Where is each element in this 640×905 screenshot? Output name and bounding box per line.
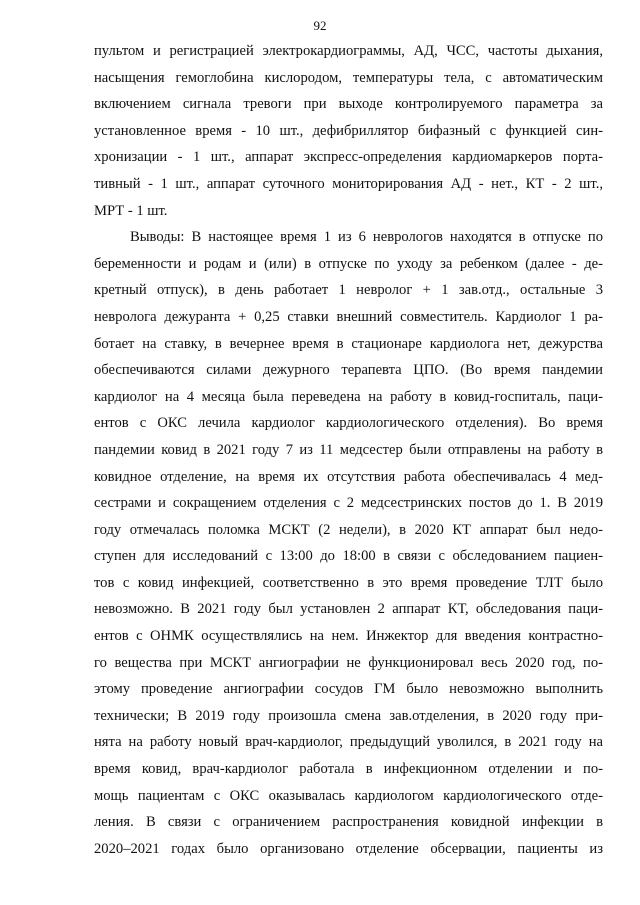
text-line: ления. В связи с ограничением распространения ковидной инфекции в: [94, 814, 603, 831]
text-line: пультом и регистрацией электрокардиограммы, АД, ЧСС, частоты дыхания,: [94, 43, 603, 59]
text-line: сестрами и сокращением отделения с 2 медсестринских постов до 1. В 2019: [94, 495, 603, 512]
text-line: кретный отпуск), в день работает 1 невролог + 1 зав.отд., остальные 3: [94, 282, 603, 299]
text-line: технически; В 2019 году произошла смена зав.отделения, в 2020 году при-: [94, 707, 603, 724]
text-line: невролога дежуранта + 0,25 ставки внешний совместитель. Кардиолог 1 ра-: [94, 308, 603, 325]
text-line: обеспечиваются силами дежурного терапевта ЦПО. (Во время пандемии: [94, 362, 603, 379]
text-line: 2020–2021 годах было организовано отделение обсервации, пациенты из: [94, 840, 603, 857]
text-line: ботает на ставку, в вечернее время в стационаре кардиолога нет, дежурства: [94, 335, 603, 352]
body-text: [94, 38, 603, 862]
text-line: насыщения гемоглобина кислородом, температуры тела, с автоматическим: [94, 69, 603, 86]
text-line: тов с ковид инфекцией, соответственно в это время проведение ТЛТ было: [94, 574, 603, 591]
text-line: ентов с ОНМК осуществлялись на нем. Инжектор для введения контрастно-: [94, 628, 603, 645]
page-number: 92: [313, 18, 327, 33]
text-line: тивный - 1 шт., аппарат суточного мониторирования АД - нет., КТ - 2 шт.,: [94, 175, 603, 192]
text-line: МРТ - 1 шт.: [94, 202, 168, 219]
text-line: беременности и родам и (или) в отпуске по уходу за ребенком (далее - де-: [94, 255, 603, 272]
paragraph-start-line: Выводы: В настоящее время 1 из 6 неврологов находятся в отпуске по: [130, 229, 603, 246]
text-line: невозможно. В 2021 году был установлен 2 аппарат КТ, обследования паци-: [94, 601, 603, 618]
text-line: этому проведение ангиографии сосудов ГМ было невозможно выполнить: [94, 681, 603, 698]
text-line: установленное время - 10 шт., дефибриллятор бифазный с функцией син-: [94, 122, 603, 139]
text-line: го вещества при МСКТ ангиографии не функционировал весь 2020 год, по-: [94, 654, 603, 671]
text-line: кардиолог на 4 месяца была переведена на работу в ковид-госпиталь, паци-: [94, 388, 603, 405]
text-line: включением сигнала тревоги при выходе контролируемого параметра за: [94, 96, 603, 113]
text-line: время ковид, врач-кардиолог работала в инфекционном отделении и по-: [94, 761, 603, 778]
text-line: ступен для исследований с 13:00 до 18:00 в связи с обследованием пациен-: [94, 548, 603, 565]
text-line: ковидное отделение, на время их отсутствия работа обеспечивалась 4 мед-: [94, 468, 603, 485]
text-line: ентов с ОКС лечила кардиолог кардиологического отделения). Во время: [94, 415, 603, 432]
text-line: году отмечалась поломка МСКТ (2 недели), в 2020 КТ аппарат был недо-: [94, 521, 603, 538]
text-line: хронизации - 1 шт., аппарат экспресс-определения кардиомаркеров порта-: [94, 149, 603, 166]
text-line: пандемии ковид в 2021 году 7 из 11 медсестер были отправлены на работу в: [94, 441, 603, 458]
text-line: нята на работу новый врач-кардиолог, предыдущий уволился, в 2021 году на: [94, 734, 603, 751]
text-line: мощь пациентам с ОКС оказывалась кардиологом кардиологического отде-: [94, 787, 603, 804]
